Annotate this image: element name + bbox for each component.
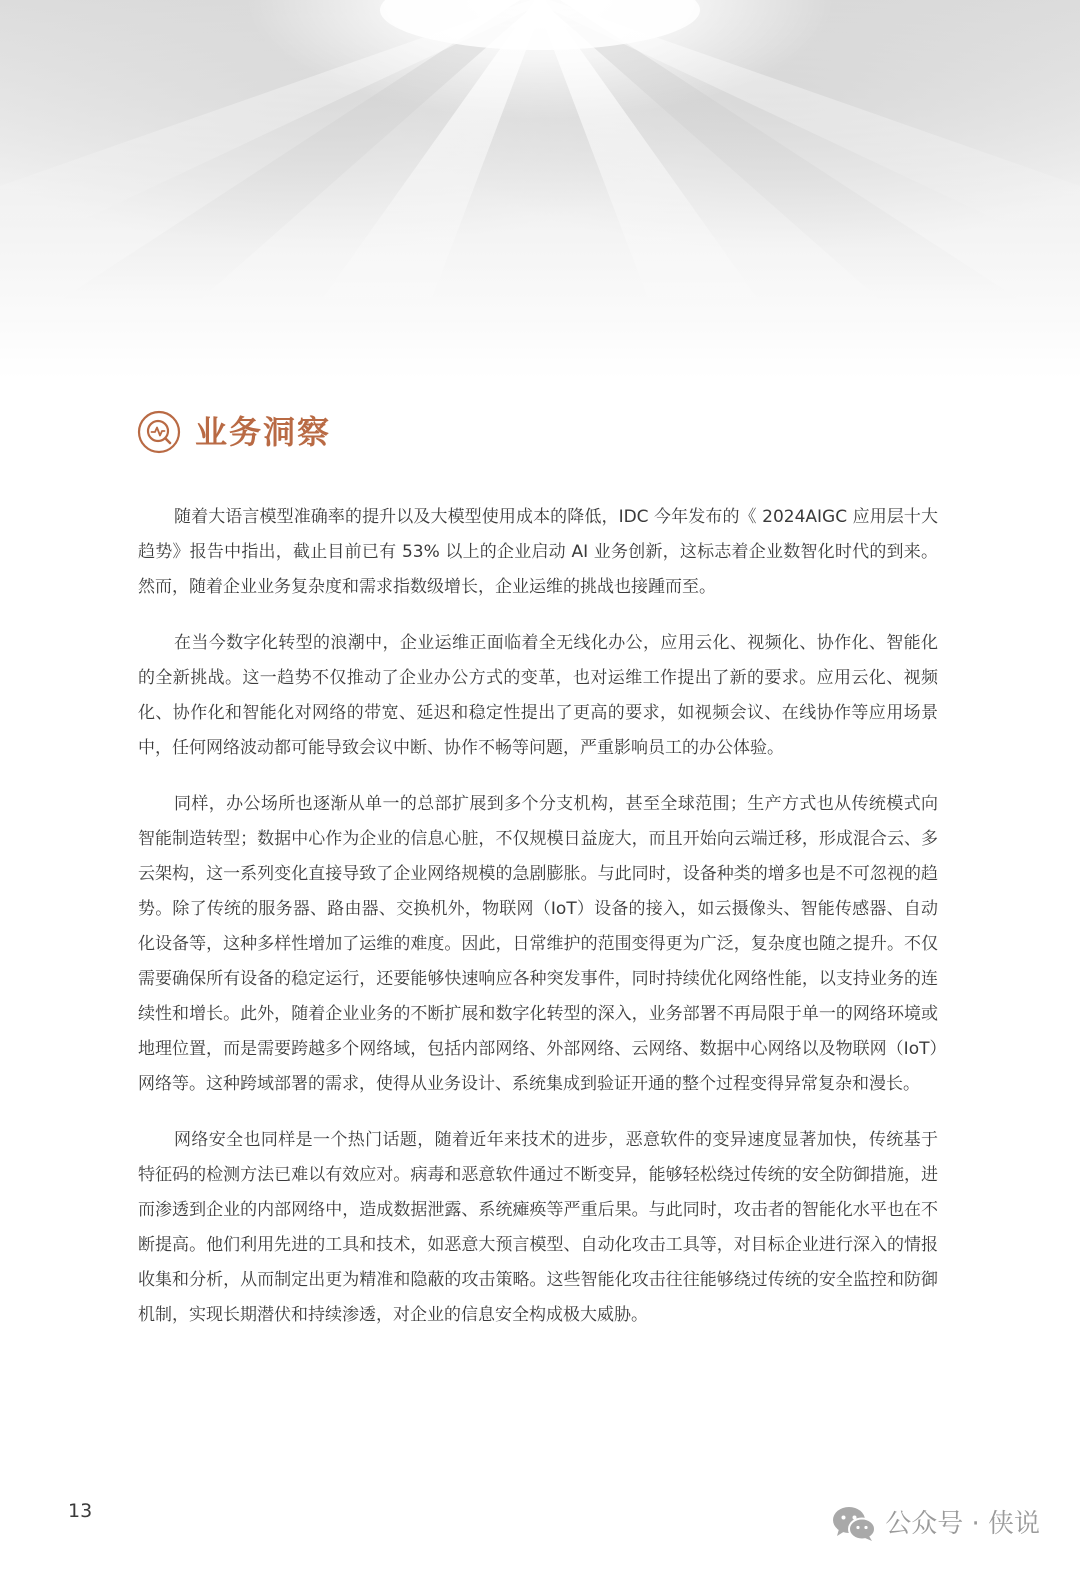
paragraph: 网络安全也同样是一个热门话题，随着近年来技术的进步，恶意软件的变异速度显著加快，传统基于特征码的检测方法已难以有效应对。病毒和恶意软件通过不断变异，能够轻松绕过传统的安全防御措施，进而渗透到企业的内部网络中，造成数据泄露、系统瘫痪等严重后果。与此同时，攻击者的智能化水平也在不断提高。他们利用先进的工具和技术，如恶意大预言模型、自动化攻击工具等，对目标企业进行深入的情报收集和分析，从而制定出更为精准和隐蔽的攻击策略。这些智能化攻击往往能够绕过传统的安全监控和防御机制，实现长期潜伏和持续渗透，对企业的信息安全构成极大威胁。 [138, 1130, 938, 1325]
article-body [138, 500, 938, 1354]
analytics-search-icon [137, 410, 181, 454]
watermark [831, 1505, 1040, 1543]
light-rays-decoration [0, 0, 1080, 380]
paragraph: 在当今数字化转型的浪潮中，企业运维正面临着全无线化办公，应用云化、视频化、协作化、智能化的全新挑战。这一趋势不仅推动了企业办公方式的变革，也对运维工作提出了新的要求。应用云化、视频化、协作化和智能化对网络的带宽、延迟和稳定性提出了更高的要求，如视频会议、在线协作等应用场景中，任何网络波动都可能导致会议中断、协作不畅等问题，严重影响员工的办公体验。 [138, 633, 938, 758]
page-number: 13 [68, 1500, 93, 1522]
paragraph: 同样，办公场所也逐渐从单一的总部扩展到多个分支机构，甚至全球范围；生产方式也从传统模式向智能制造转型；数据中心作为企业的信息心脏，不仅规模日益庞大，而且开始向云端迁移，形成混合云、多云架构，这一系列变化直接导致了企业网络规模的急剧膨胀。与此同时，设备种类的增多也是不可忽视的趋势。除了传统的服务器、路由器、交换机外，物联网（IoT）设备的接入，如云摄像头、智能传感器、自动化设备等，这种多样性增加了运维的难度。因此，日常维护的范围变得更为广泛，复杂度也随之提升。不仅需要确保所有设备的稳定运行，还要能够快速响应各种突发事件，同时持续优化网络性能，以支持业务的连续性和增长。此外，随着企业业务的不断扩展和数字化转型的深入，业务部署不再局限于单一的网络环境或地理位置，而是需要跨越多个网络域，包括内部网络、外部网络、云网络、数据中心网络以及物联网（IoT）网络等。这种跨域部署的需求，使得从业务设计、系统集成到验证开通的整个过程变得异常复杂和漫长。 [138, 794, 938, 1094]
watermark-text: 公众号 · 侠说 [885, 1509, 1040, 1539]
paragraph: 随着大语言模型准确率的提升以及大模型使用成本的降低，IDC 今年发布的《 2024AIGC 应用层十大趋势》报告中指出，截止目前已有 53% 以上的企业启动 AI 业务创新，这标志着企业数智化时代的到来。然而，随着企业业务复杂度和需求指数级增长，企业运维的挑战也接踵而至。 [138, 507, 938, 597]
wechat-icon [831, 1505, 877, 1543]
section-title: 业务洞察 [195, 413, 332, 451]
section-header [137, 408, 331, 456]
